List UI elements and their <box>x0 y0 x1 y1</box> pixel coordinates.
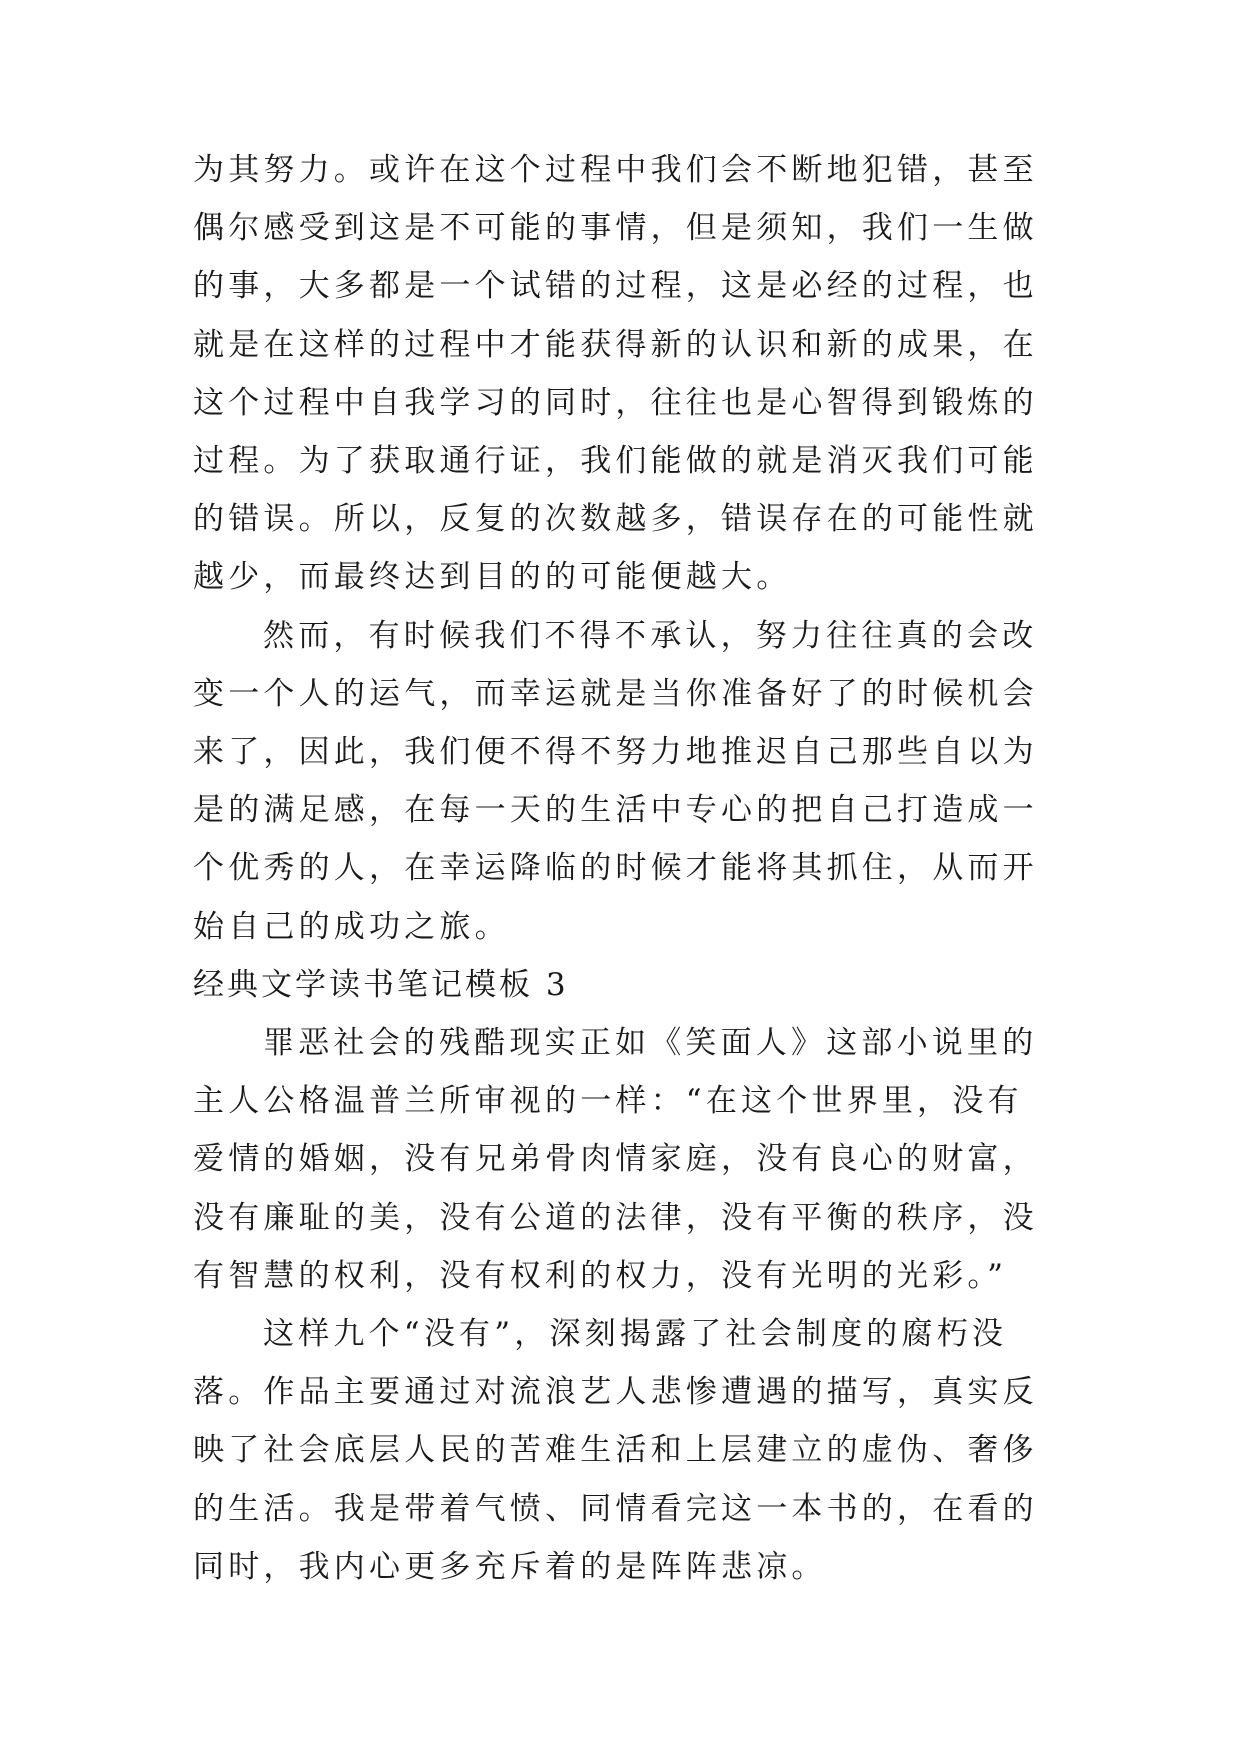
paragraph-4: 这样九个“没有”，深刻揭露了社会制度的腐朽没落。作品主要通过对流浪艺人悲惨遭遇的描写，真实反映了社会底层人民的苦难生活和上层建立的虚伪、奢侈的生活。我是带着气愤、同情看完这一本书的，在看的同时，我内心更多充斥着的是阵阵悲凉。 <box>193 1316 1038 1585</box>
document-body <box>193 141 1055 1596</box>
section-title: 经典文学读书笔记模板 3 <box>193 966 569 1003</box>
paragraph-3: 罪恶社会的残酷现实正如《笑面人》这部小说里的主人公格温普兰所审视的一样：“在这个世界里，没有爱情的婚姻，没有兄弟骨肉情家庭，没有良心的财富，没有廉耻的美，没有公道的法律，没有平衡的秩序，没有智慧的权利，没有权利的权力，没有光明的光彩。” <box>193 1025 1038 1294</box>
paragraph-1: 为其努力。或许在这个过程中我们会不断地犯错，甚至偶尔感受到这是不可能的事情，但是须知，我们一生做的事，大多都是一个试错的过程，这是必经的过程，也就是在这样的过程中才能获得新的认识和新的成果，在这个过程中自我学习的同时，往往也是心智得到锻炼的过程。为了获取通行证，我们能做的就是消灭我们可能的错误。所以，反复的次数越多，错误存在的可能性就越少，而最终达到目的的可能便越大。 <box>193 152 1038 596</box>
paragraph-2: 然而，有时候我们不得不承认，努力往往真的会改变一个人的运气，而幸运就是当你准备好了的时候机会来了，因此，我们便不得不努力地推迟自己那些自以为是的满足感，在每一天的生活中专心的把自己打造成一个优秀的人，在幸运降临的时候才能将其抓住，从而开始自己的成功之旅。 <box>193 617 1038 945</box>
